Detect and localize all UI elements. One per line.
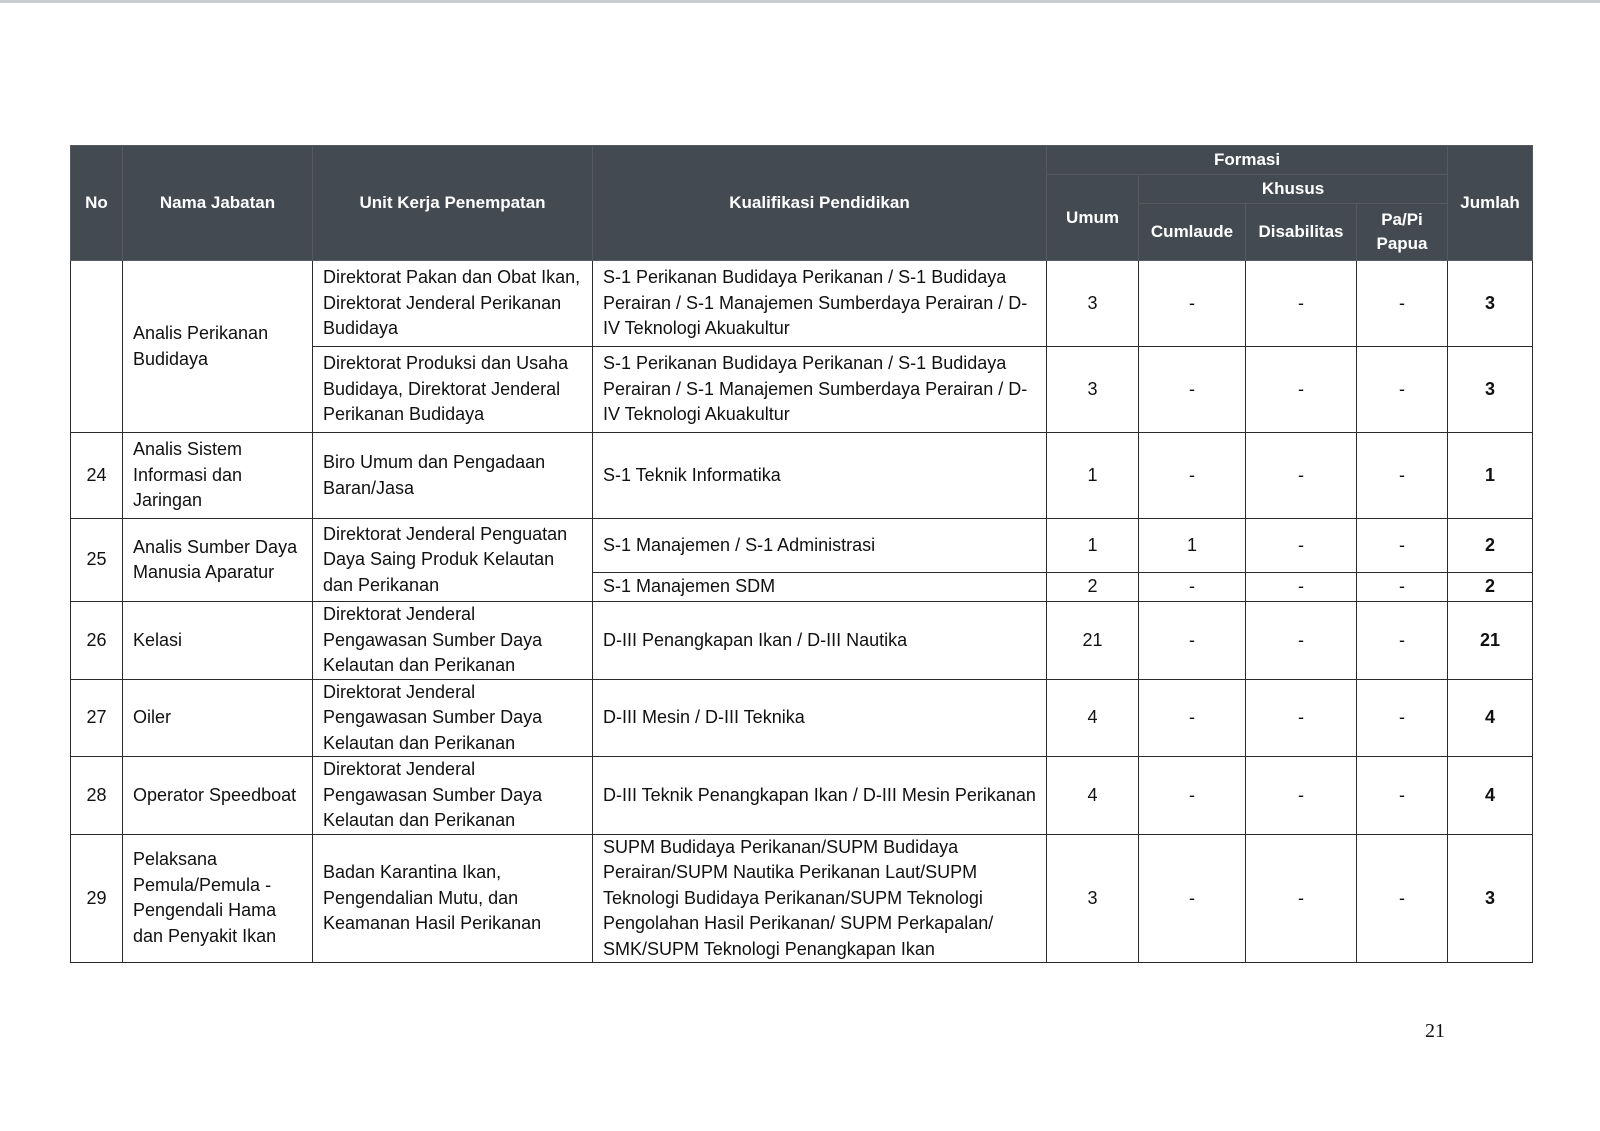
cell-disabilitas: - bbox=[1246, 834, 1357, 963]
header-papua: Pa/Pi Papua bbox=[1357, 204, 1448, 261]
cell-jabatan: Oiler bbox=[123, 679, 313, 757]
cell-no: 29 bbox=[71, 834, 123, 963]
cell-disabilitas: - bbox=[1246, 347, 1357, 433]
cell-papua: - bbox=[1357, 679, 1448, 757]
table-row bbox=[71, 679, 1533, 757]
cell-unit: Direktorat Produksi dan Usaha Budidaya, Direktorat Jenderal Perikanan Budidaya bbox=[313, 347, 593, 433]
cell-unit: Direktorat Jenderal Pengawasan Sumber Daya Kelautan dan Perikanan bbox=[313, 679, 593, 757]
table-row bbox=[71, 757, 1533, 835]
cell-cumlaude: - bbox=[1139, 573, 1246, 602]
cell-papua: - bbox=[1357, 347, 1448, 433]
cell-unit: Direktorat Jenderal Pengawasan Sumber Daya Kelautan dan Perikanan bbox=[313, 602, 593, 680]
cell-disabilitas: - bbox=[1246, 679, 1357, 757]
table-row bbox=[71, 602, 1533, 680]
cell-jabatan: Analis Sistem Informasi dan Jaringan bbox=[123, 433, 313, 519]
cell-jumlah: 3 bbox=[1448, 261, 1533, 347]
header-no: No bbox=[71, 146, 123, 261]
cell-jumlah: 2 bbox=[1448, 519, 1533, 573]
cell-umum: 3 bbox=[1047, 347, 1139, 433]
cell-papua: - bbox=[1357, 757, 1448, 835]
header-khusus: Khusus bbox=[1139, 175, 1448, 204]
cell-unit: Direktorat Jenderal Penguatan Daya Saing Produk Kelautan dan Perikanan bbox=[313, 519, 593, 602]
cell-kualifikasi: S-1 Teknik Informatika bbox=[593, 433, 1047, 519]
cell-kualifikasi: D-III Mesin / D-III Teknika bbox=[593, 679, 1047, 757]
header-unit-kerja: Unit Kerja Penempatan bbox=[313, 146, 593, 261]
cell-jumlah: 3 bbox=[1448, 834, 1533, 963]
cell-disabilitas: - bbox=[1246, 261, 1357, 347]
cell-umum: 1 bbox=[1047, 519, 1139, 573]
cell-jabatan: Kelasi bbox=[123, 602, 313, 680]
cell-jabatan: Operator Speedboat bbox=[123, 757, 313, 835]
cell-no: 28 bbox=[71, 757, 123, 835]
cell-jumlah: 4 bbox=[1448, 679, 1533, 757]
cell-umum: 3 bbox=[1047, 834, 1139, 963]
cell-no: 26 bbox=[71, 602, 123, 680]
cell-no: 27 bbox=[71, 679, 123, 757]
cell-papua: - bbox=[1357, 261, 1448, 347]
cell-papua: - bbox=[1357, 834, 1448, 963]
cell-disabilitas: - bbox=[1246, 602, 1357, 680]
cell-umum: 4 bbox=[1047, 679, 1139, 757]
cell-disabilitas: - bbox=[1246, 757, 1357, 835]
cell-kualifikasi: SUPM Budidaya Perikanan/SUPM Budidaya Perairan/SUPM Nautika Perikanan Laut/SUPM Teknologi Budidaya Perikanan/SUPM Teknologi Pengolahan Hasil Perikanan/ SUPM Perkapalan/ SMK/SUPM Teknologi Penangkapan Ikan bbox=[593, 834, 1047, 963]
page-number: 21 bbox=[1425, 1020, 1445, 1042]
header-umum: Umum bbox=[1047, 175, 1139, 261]
cell-umum: 21 bbox=[1047, 602, 1139, 680]
table-row bbox=[71, 519, 1533, 573]
table-row bbox=[71, 433, 1533, 519]
cell-unit: Direktorat Pakan dan Obat Ikan, Direktorat Jenderal Perikanan Budidaya bbox=[313, 261, 593, 347]
cell-cumlaude: 1 bbox=[1139, 519, 1246, 573]
cell-jumlah: 21 bbox=[1448, 602, 1533, 680]
cell-cumlaude: - bbox=[1139, 602, 1246, 680]
cell-papua: - bbox=[1357, 519, 1448, 573]
table-row bbox=[71, 261, 1533, 347]
header-formasi: Formasi bbox=[1047, 146, 1448, 175]
cell-umum: 4 bbox=[1047, 757, 1139, 835]
cell-no bbox=[71, 261, 123, 433]
table-row bbox=[71, 834, 1533, 963]
cell-umum: 1 bbox=[1047, 433, 1139, 519]
header-kualifikasi: Kualifikasi Pendidikan bbox=[593, 146, 1047, 261]
cell-unit: Biro Umum dan Pengadaan Baran/Jasa bbox=[313, 433, 593, 519]
cell-umum: 3 bbox=[1047, 261, 1139, 347]
top-border bbox=[0, 0, 1600, 3]
cell-kualifikasi: S-1 Manajemen SDM bbox=[593, 573, 1047, 602]
cell-cumlaude: - bbox=[1139, 679, 1246, 757]
cell-jumlah: 3 bbox=[1448, 347, 1533, 433]
cell-jabatan: Analis Sumber Daya Manusia Aparatur bbox=[123, 519, 313, 602]
cell-cumlaude: - bbox=[1139, 834, 1246, 963]
header-cumlaude: Cumlaude bbox=[1139, 204, 1246, 261]
cell-papua: - bbox=[1357, 433, 1448, 519]
cell-jumlah: 1 bbox=[1448, 433, 1533, 519]
cell-kualifikasi: S-1 Perikanan Budidaya Perikanan / S-1 Budidaya Perairan / S-1 Manajemen Sumberdaya Perairan / D-IV Teknologi Akuakultur bbox=[593, 261, 1047, 347]
cell-disabilitas: - bbox=[1246, 573, 1357, 602]
formasi-table bbox=[70, 145, 1533, 963]
cell-umum: 2 bbox=[1047, 573, 1139, 602]
header-nama-jabatan: Nama Jabatan bbox=[123, 146, 313, 261]
cell-kualifikasi: S-1 Perikanan Budidaya Perikanan / S-1 Budidaya Perairan / S-1 Manajemen Sumberdaya Perairan / D-IV Teknologi Akuakultur bbox=[593, 347, 1047, 433]
cell-kualifikasi: D-III Penangkapan Ikan / D-III Nautika bbox=[593, 602, 1047, 680]
cell-cumlaude: - bbox=[1139, 433, 1246, 519]
cell-jabatan: Analis Perikanan Budidaya bbox=[123, 261, 313, 433]
header-disabilitas: Disabilitas bbox=[1246, 204, 1357, 261]
cell-unit: Direktorat Jenderal Pengawasan Sumber Daya Kelautan dan Perikanan bbox=[313, 757, 593, 835]
cell-no: 25 bbox=[71, 519, 123, 602]
cell-disabilitas: - bbox=[1246, 519, 1357, 573]
cell-kualifikasi: S-1 Manajemen / S-1 Administrasi bbox=[593, 519, 1047, 573]
cell-kualifikasi: D-III Teknik Penangkapan Ikan / D-III Mesin Perikanan bbox=[593, 757, 1047, 835]
cell-no: 24 bbox=[71, 433, 123, 519]
cell-papua: - bbox=[1357, 573, 1448, 602]
cell-jumlah: 4 bbox=[1448, 757, 1533, 835]
cell-disabilitas: - bbox=[1246, 433, 1357, 519]
cell-cumlaude: - bbox=[1139, 347, 1246, 433]
cell-jumlah: 2 bbox=[1448, 573, 1533, 602]
cell-papua: - bbox=[1357, 602, 1448, 680]
cell-unit: Badan Karantina Ikan, Pengendalian Mutu, dan Keamanan Hasil Perikanan bbox=[313, 834, 593, 963]
cell-cumlaude: - bbox=[1139, 261, 1246, 347]
cell-jabatan: Pelaksana Pemula/Pemula - Pengendali Hama dan Penyakit Ikan bbox=[123, 834, 313, 963]
header-jumlah: Jumlah bbox=[1448, 146, 1533, 261]
cell-cumlaude: - bbox=[1139, 757, 1246, 835]
